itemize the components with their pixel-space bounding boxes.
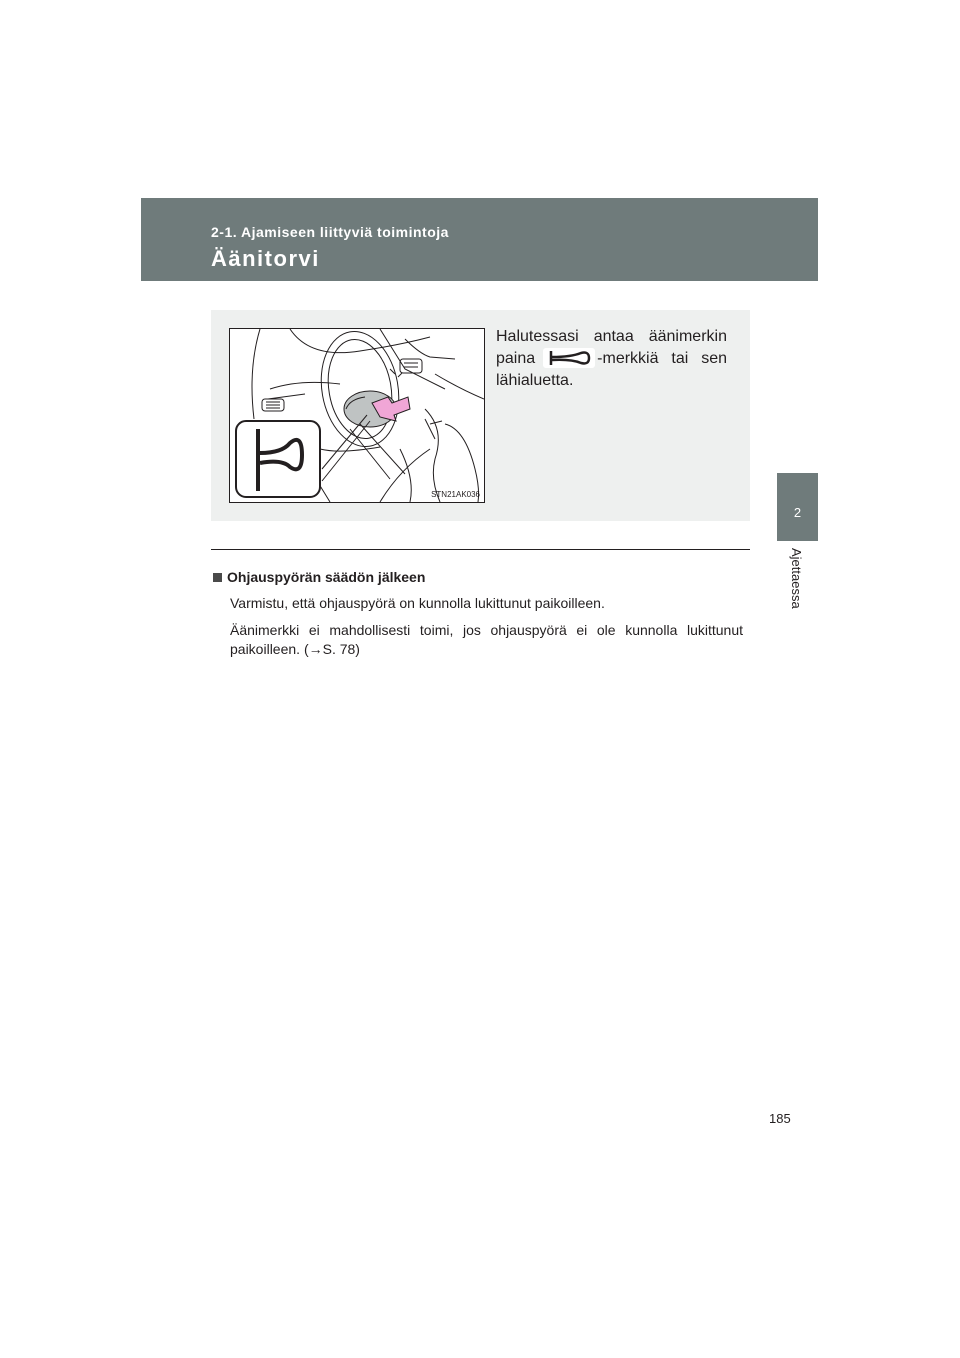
figure-code: STN21AK036: [431, 490, 480, 499]
instruction-text: [496, 326, 727, 392]
instruction-word: Halutessasi: [496, 328, 579, 345]
note-paragraph-1: Varmistu, että ohjauspyörä on kunnolla lukittunut paikoilleen.: [230, 595, 605, 611]
divider: [211, 549, 750, 550]
steering-wheel-illustration: [229, 328, 485, 503]
instruction-line-2: [496, 348, 727, 370]
instruction-line-3: lähialuetta.: [496, 372, 574, 389]
instruction-word: sen: [701, 350, 727, 367]
chapter-header: [141, 198, 818, 281]
instruction-line-1: [496, 326, 727, 348]
chapter-tab: [777, 473, 818, 541]
note-paragraph-2: Äänimerkki ei mahdollisesti toimi, jos ohjauspyörä ei ole kunnolla lukittunut paikoilleen. (→S. 78): [230, 622, 743, 657]
dashboard-drawing: [230, 329, 484, 502]
instruction-word: -merkkiä: [597, 350, 659, 367]
instruction-panel: [211, 310, 750, 521]
note-heading: Ohjauspyörän säädön jälkeen: [227, 569, 426, 585]
note-section: [213, 568, 743, 659]
chapter-number: 2: [793, 505, 802, 520]
note-heading-row: [213, 568, 743, 586]
instruction-rest: [597, 348, 727, 370]
instruction-word: äänimerkin: [648, 328, 727, 345]
instruction-word: paina: [496, 350, 536, 367]
instruction-word: antaa: [593, 328, 634, 345]
horn-icon: [543, 348, 595, 368]
section-title: 2-1. Ajamiseen liittyviä toimintoja: [211, 224, 449, 240]
page-title: Äänitorvi: [211, 246, 320, 271]
chapter-label: Ajettaessa: [789, 548, 804, 609]
instruction-word: tai: [671, 350, 689, 367]
page-number: 185: [769, 1111, 791, 1126]
square-bullet-icon: [213, 573, 222, 582]
